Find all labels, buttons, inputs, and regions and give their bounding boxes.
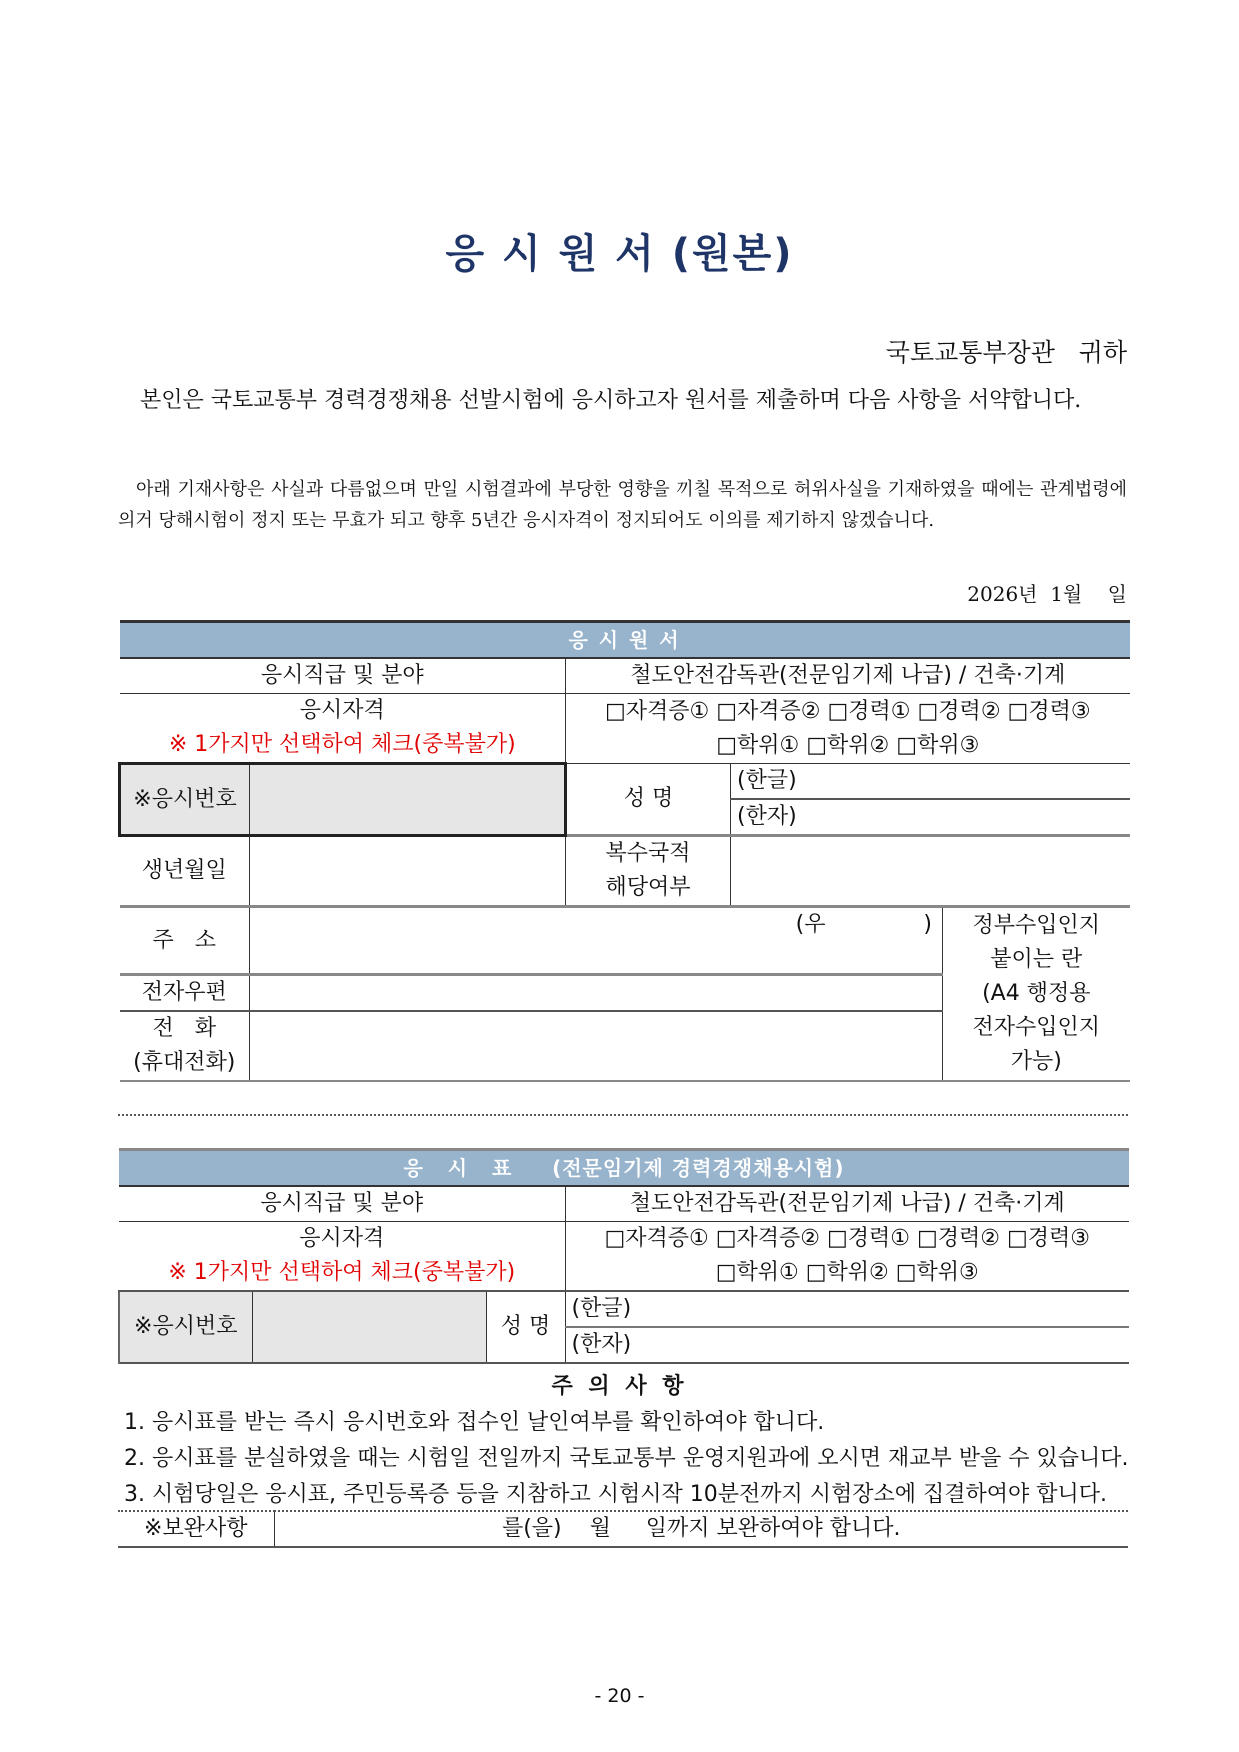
birth-field[interactable] [250,836,566,907]
ticket-table [118,1148,1129,1364]
declaration-text: 아래 기재사항은 사실과 다름없으며 만일 시험결과에 부당한 영향을 끼칠 목적으로 허위사실을 기재하였을 때에는 관계법령에 의거 당해시험이 정지 또는 무효가 되고 향후 5년간 응시자격이 정지되어도 이의를 제기하지 않겠습니다. [118,479,1127,531]
supplement-text: 를(을) 월 일까지 보완하여야 합니다. [274,1511,1128,1547]
dual-nationality-field[interactable] [731,836,1130,907]
ticket-exam-number-label: ※응시번호 [119,1291,252,1363]
date: 2026년 1월 일 [967,582,1127,606]
qualification-options-line2[interactable]: □학위① □학위② □학위③ [716,732,980,758]
qualification-label: 응시자격 [299,698,385,723]
addressee: 국토교통부장관 귀하 [885,338,1127,367]
stamp-label-line4: 전자수입인지 [972,1015,1101,1040]
stamp-label-line2: 붙이는 란 [990,947,1083,972]
ticket-name-label: 성 명 [486,1291,565,1363]
ticket-qualification-label: 응시자격 [299,1226,385,1251]
qualification-options-line1[interactable]: □자격증① □자격증② □경력① □경력② □경력③ [605,698,1091,724]
name-label: 성 명 [566,764,731,836]
ticket-qualification-options[interactable] [565,1222,1129,1292]
cut-line [118,1114,1128,1116]
stamp-label-line5: 가능) [1010,1049,1062,1074]
email-field[interactable] [250,975,943,1012]
caution-item: 2. 응시표를 분실하였을 때는 시험일 전일까지 국토교통부 운영지원과에 오시면 재교부 받을 수 있습니다. [124,1446,1129,1471]
qualification-options[interactable] [566,694,1130,764]
ticket-name-hanja-field[interactable]: (한자) [565,1327,1129,1363]
phone-field[interactable] [250,1011,943,1081]
ticket-qualification-options-line2[interactable]: □학위① □학위② □학위③ [715,1260,979,1285]
ticket-name-korean-field[interactable]: (한글) [565,1291,1129,1327]
phone-label-line2: (휴대전화) [133,1050,236,1075]
ticket-qualification-label-cell [119,1222,565,1292]
postal-code: (우 ) [795,912,932,937]
ticket-position-value: 철도안전감독관(전문임기제 나급) / 건축·기계 [565,1186,1129,1222]
position-label: 응시직급 및 분야 [120,658,566,694]
cautions-title: 주 의 사 항 [551,1374,688,1399]
ticket-header: 응 시 표 (전문임기제 경력경쟁채용시험) [119,1150,1129,1187]
phone-label [120,1011,250,1081]
address-field[interactable] [250,907,943,975]
supplement-table [118,1510,1128,1548]
qualification-note: ※ 1가지만 선택하여 체크(중복불가) [168,732,516,757]
exam-number-label: ※응시번호 [120,764,250,836]
exam-number-field [250,764,566,836]
name-korean-field[interactable]: (한글) [731,764,1130,800]
application-table [118,620,1130,1082]
qualification-label-cell [120,694,566,764]
page-title: 응 시 원 서 (원본) [445,231,794,277]
dual-nationality-label [566,836,731,907]
supplement-label: ※보완사항 [144,1516,248,1541]
name-hanja-field[interactable]: (한자) [731,799,1130,836]
revenue-stamp-area [943,907,1130,1082]
dual-nationality-label-line1: 복수국적 [605,841,691,866]
birth-label: 생년월일 [120,836,250,907]
caution-item: 1. 응시표를 받는 즉시 응시번호와 접수인 날인여부를 확인하여야 합니다. [124,1410,825,1435]
dual-nationality-label-line2: 해당여부 [605,875,691,900]
ticket-qualification-options-line1[interactable]: □자격증① □자격증② □경력① □경력② □경력③ [604,1226,1091,1251]
caution-item: 3. 시험당일은 응시표, 주민등록증 등을 지참하고 시험시작 10분전까지 시험장소에 집결하여야 합니다. [124,1482,1107,1507]
pledge-text: 본인은 국토교통부 경력경쟁채용 선발시험에 응시하고자 원서를 제출하며 다음 사항을 서약합니다. [140,388,1082,413]
address-label: 주 소 [120,907,250,975]
application-header: 응 시 원 서 [120,622,1130,659]
phone-label-line1: 전 화 [152,1016,216,1041]
ticket-qualification-note: ※ 1가지만 선택하여 체크(중복불가) [168,1260,516,1285]
stamp-label-line3: (A4 행정용 [982,981,1091,1006]
ticket-position-label: 응시직급 및 분야 [119,1186,565,1222]
email-label: 전자우편 [120,975,250,1012]
stamp-label-line1: 정부수입인지 [972,913,1101,938]
page-number: - 20 - [594,1685,645,1707]
ticket-exam-number-field [252,1291,486,1363]
position-value: 철도안전감독관(전문임기제 나급) / 건축·기계 [566,658,1130,694]
